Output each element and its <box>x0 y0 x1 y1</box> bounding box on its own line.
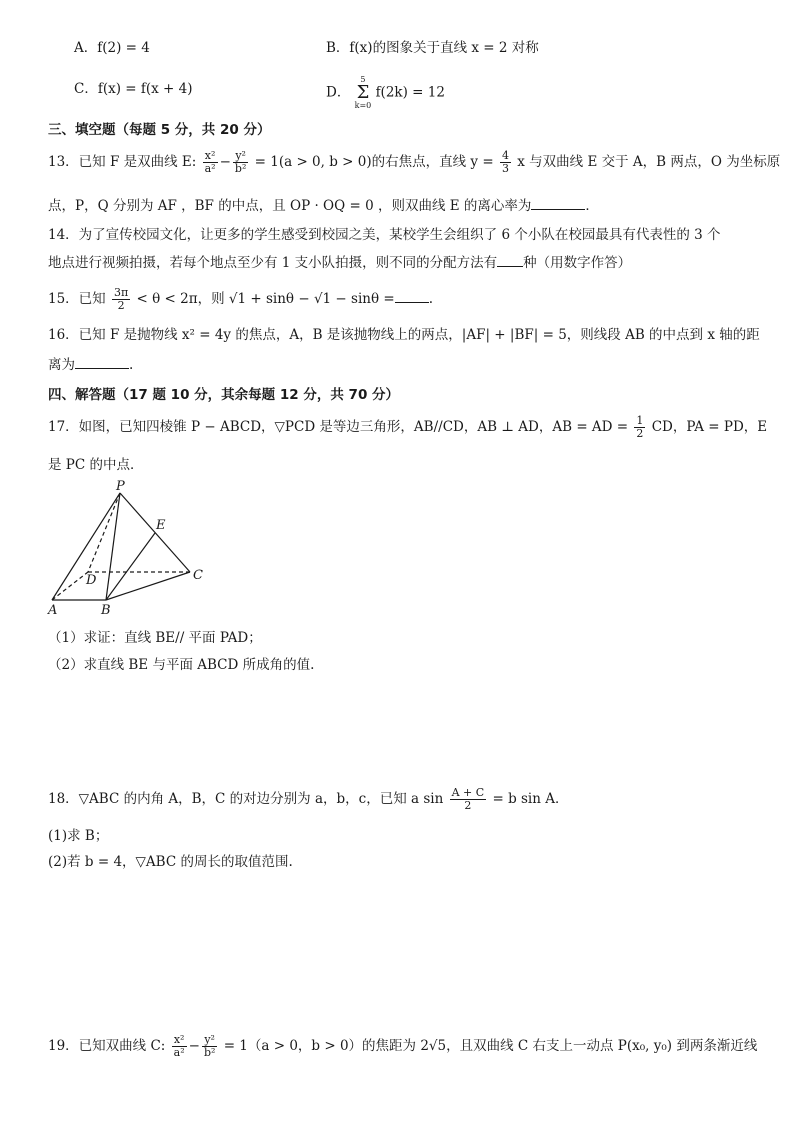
num: x² <box>203 150 218 163</box>
q17-text-b: CD，PA = PD，E <box>651 419 768 435</box>
q16-line1: 16．已知 F 是抛物线 x² = 4y 的焦点，A，B 是该抛物线上的两点，|AF| + |BF| = 5，则线段 AB 的中点到 x 轴的距 <box>48 327 760 343</box>
num: 1 <box>636 414 644 427</box>
q15-line <box>48 287 748 312</box>
q19-text-b: = 1（a > 0，b > 0）的焦距为 2√5，且双曲线 C 右支上一动点 P(x₀, y₀) 到两条渐近线 <box>223 1038 758 1054</box>
num: A + C <box>451 786 485 799</box>
q18-text-a: 18．▽ABC 的内角 A，B，C 的对边分别为 a，b，c，已知 a sin <box>48 791 444 807</box>
pyramid-figure <box>40 478 220 623</box>
q17-sub2: （2）求直线 BE 与平面 ABCD 所成角的值. <box>48 657 315 673</box>
den: a² <box>204 162 216 175</box>
frac-1-2 <box>634 415 645 440</box>
q17-line1 <box>48 414 768 440</box>
q15-prefix: 15．已知 <box>48 291 106 307</box>
num: y² <box>202 1034 217 1047</box>
frac-AC-2 <box>450 787 487 812</box>
answer-blank-13[interactable] <box>531 195 585 210</box>
sigma-glyph: Σ <box>356 82 370 103</box>
q13-text-b: = 1(a > 0, b > 0)的右焦点，直线 y = <box>254 154 494 170</box>
option-d-label: D． <box>326 84 351 101</box>
label-D: D <box>86 573 97 588</box>
frac-4-3 <box>500 150 511 175</box>
sum-upper: 5 <box>360 75 366 84</box>
sum-lower: k=0 <box>354 101 372 110</box>
q18-sub1: (1)求 B； <box>48 828 109 844</box>
q14-line1: 14．为了宣传校园文化，让更多的学生感受到校园之美，某校学生会组织了 6 个小队在校园最具有代表性的 3 个 <box>48 227 721 243</box>
q16-end: . <box>129 357 134 373</box>
den: 2 <box>117 299 125 312</box>
q16-line2 <box>48 354 748 375</box>
option-c: C．f(x) = f(x + 4) <box>74 81 193 97</box>
label-B: B <box>101 603 111 618</box>
edge-AD-hidden <box>52 572 88 600</box>
q17-sub1: （1）求证：直线 BE// 平面 PAD； <box>48 630 262 646</box>
q19-line1: 19．已知双曲线 C: $\frac{\text{x²}}{\text{a²}}$ − $\frac{\text{y²}}{\text{b²}}$ = 1（a > 0，b > 0）的焦距为 2√5，且双曲线 C 右支上一动点 P(x₀, y₀) 到两条渐近线 <box>48 1033 758 1059</box>
label-E: E <box>156 518 166 533</box>
section-3-title: 三、填空题（每题 5 分，共 20 分） <box>48 122 271 138</box>
option-d-body: f(2k) = 12 <box>375 84 445 101</box>
q14-end: 种（用数字作答） <box>523 255 632 271</box>
q15-expression: √1 + sinθ − √1 − sinθ = <box>228 291 395 307</box>
frac-3pi-2 <box>112 287 130 312</box>
frac-x2-a2 <box>203 150 218 175</box>
den: a² <box>173 1046 185 1059</box>
edge-BC <box>106 572 190 600</box>
den: 2 <box>464 799 472 812</box>
answer-blank-14[interactable] <box>497 252 523 267</box>
q15-mid: < θ < 2π，则 <box>136 291 225 307</box>
label-A: A <box>48 603 58 618</box>
den: b² <box>234 162 247 175</box>
answer-blank-16[interactable] <box>75 354 129 369</box>
option-d <box>326 76 445 110</box>
q13-line1: 13．已知 F 是双曲线 E: $\frac{\text{x²}}{\text{a²}}$ − $\frac{\text{y²}}{\text{b²}}$ = 1(a > 0, b > 0)的右焦点，直线 y = $\frac{4}{3}$ x 与双曲线 E 交于 A，B 两点，O 为坐标原 <box>48 149 781 175</box>
q13-text-c: x 与双曲线 E 交于 A，B 两点，O 为坐标原 <box>517 154 781 170</box>
num: x² <box>172 1034 187 1047</box>
edge-PC <box>120 493 190 572</box>
den: 2 <box>636 427 644 440</box>
q13-line2 <box>48 195 748 216</box>
answer-blank-15[interactable] <box>395 288 429 303</box>
option-b: B．f(x)的图象关于直线 x = 2 对称 <box>326 40 539 56</box>
q13-end: ． <box>585 198 599 214</box>
q13-text-2: 点，P，Q 分别为 AF ，BF 的中点，且 OP · OQ = 0 ，则双曲线 E 的离心率为 <box>48 198 532 214</box>
den: b² <box>203 1046 216 1059</box>
num: 3π <box>113 286 129 299</box>
num: y² <box>233 150 248 163</box>
q18-line1 <box>48 787 748 812</box>
q13-text-a: 13．已知 F 是双曲线 E: <box>48 154 197 170</box>
section-4-title: 四、解答题（17 题 10 分，其余每题 12 分，共 70 分） <box>48 387 400 403</box>
frac-y2-b2 <box>233 150 248 175</box>
frac-x2-a2-q19 <box>172 1034 187 1059</box>
summation-symbol <box>355 76 372 110</box>
q18-sub2: (2)若 b = 4，▽ABC 的周长的取值范围. <box>48 854 293 870</box>
option-a: A．f(2) = 4 <box>74 40 150 56</box>
num: 4 <box>501 149 509 162</box>
label-C: C <box>193 568 203 583</box>
frac-y2-b2-q19 <box>202 1034 217 1059</box>
q18-text-b: = b sin A． <box>492 791 569 807</box>
q14-line2 <box>48 252 748 273</box>
q17-line2: 是 PC 的中点． <box>48 457 144 473</box>
q14-text-2: 地点进行视频拍摄，若每个地点至少有 1 支小队拍摄，则不同的分配方法有 <box>48 255 498 271</box>
q17-text-a: 17．如图，已知四棱锥 P − ABCD，▽PCD 是等边三角形，AB//CD，AB ⊥ AD，AB = AD = <box>48 419 629 435</box>
den: 3 <box>501 162 509 175</box>
q16-text-2: 离为 <box>48 357 75 373</box>
q19-text-a: 19．已知双曲线 C: <box>48 1038 166 1054</box>
q15-end: . <box>428 291 434 307</box>
label-P: P <box>116 479 125 494</box>
